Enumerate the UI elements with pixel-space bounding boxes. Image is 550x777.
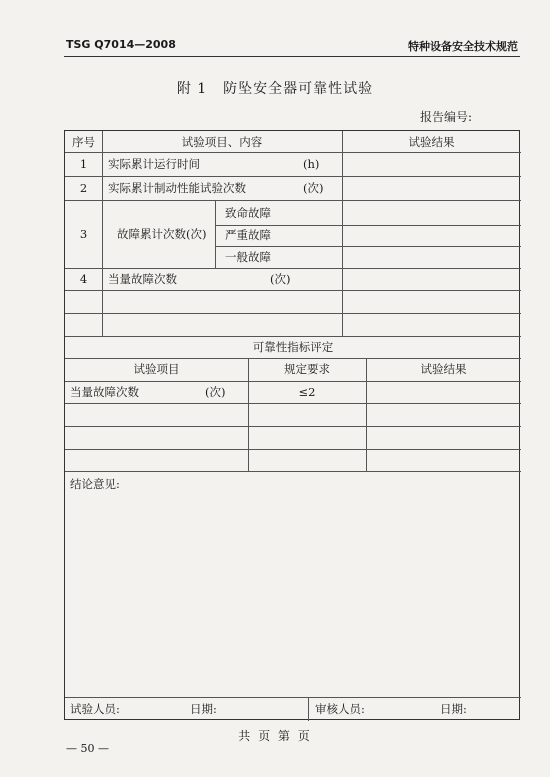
standard-code: TSG Q7014—2008 xyxy=(66,38,176,51)
result-field-equivalent[interactable] xyxy=(342,269,521,290)
review-date-label: 日期: xyxy=(440,702,467,716)
item-failure-count: 故障累计次数(次) xyxy=(117,227,207,241)
appendix-label: 附 1 xyxy=(176,81,208,97)
eval-result-field[interactable] xyxy=(366,382,521,403)
regulation-series: 特种设备安全技术规范 xyxy=(408,40,518,53)
row-number: 2 xyxy=(79,181,88,195)
page-count: 共 页 第 页 xyxy=(238,729,312,743)
row-number: 1 xyxy=(79,157,88,171)
test-record-form xyxy=(64,130,520,720)
conclusion-field[interactable] xyxy=(65,493,521,694)
form-title: 防坠安全器可靠性试验 xyxy=(223,81,374,97)
grid-line xyxy=(65,697,521,698)
grid-line xyxy=(65,358,521,359)
eval-item-equivalent-failures: 当量故障次数 xyxy=(70,385,139,399)
item-equivalent-failures: 当量故障次数 xyxy=(108,272,177,286)
grid-line xyxy=(65,336,521,337)
grid-line xyxy=(65,426,521,427)
reliability-section-title: 可靠性指标评定 xyxy=(252,340,334,354)
unit-label: (次) xyxy=(270,272,291,286)
grid-line xyxy=(65,471,521,472)
grid-line xyxy=(215,200,216,268)
col-header-test-item: 试验项目 xyxy=(133,362,180,376)
reviewer-label: 审核人员: xyxy=(315,702,365,716)
item-braking-tests: 实际累计制动性能试验次数 xyxy=(108,181,246,195)
page-title xyxy=(0,78,550,98)
result-field-runtime[interactable] xyxy=(342,153,521,176)
result-field-minor[interactable] xyxy=(342,247,521,268)
row-number: 4 xyxy=(79,272,88,286)
result-field-braking-tests[interactable] xyxy=(342,177,521,200)
unit-label: (h) xyxy=(303,157,320,171)
grid-line xyxy=(65,313,521,314)
col-header-test-result: 试验结果 xyxy=(420,362,467,376)
result-field-serious[interactable] xyxy=(342,226,521,246)
item-runtime: 实际累计运行时间 xyxy=(108,157,200,171)
test-date-label: 日期: xyxy=(190,702,217,716)
tester-label: 试验人员: xyxy=(70,702,120,716)
result-field-fatal[interactable] xyxy=(342,201,521,225)
header-rule xyxy=(64,56,520,57)
sub-serious-failure: 严重故障 xyxy=(225,228,271,242)
unit-label: (次) xyxy=(303,181,324,195)
requirement-value: ≤2 xyxy=(298,385,316,399)
page-number: — 50 — xyxy=(66,742,109,755)
sub-fatal-failure: 致命故障 xyxy=(225,206,271,220)
col-header-result: 试验结果 xyxy=(408,135,455,149)
grid-line xyxy=(308,697,309,721)
grid-line xyxy=(65,290,521,291)
sub-minor-failure: 一般故障 xyxy=(225,250,271,264)
col-header-requirement: 规定要求 xyxy=(284,362,330,376)
report-number-label: 报告编号: xyxy=(419,110,472,124)
grid-line xyxy=(102,131,103,336)
grid-line xyxy=(65,403,521,404)
grid-line xyxy=(65,449,521,450)
col-header-item: 试验项目、内容 xyxy=(181,135,263,149)
col-header-no: 序号 xyxy=(72,135,95,149)
row-number: 3 xyxy=(79,227,88,241)
conclusion-label: 结论意见: xyxy=(70,477,120,491)
unit-label: (次) xyxy=(205,385,226,399)
